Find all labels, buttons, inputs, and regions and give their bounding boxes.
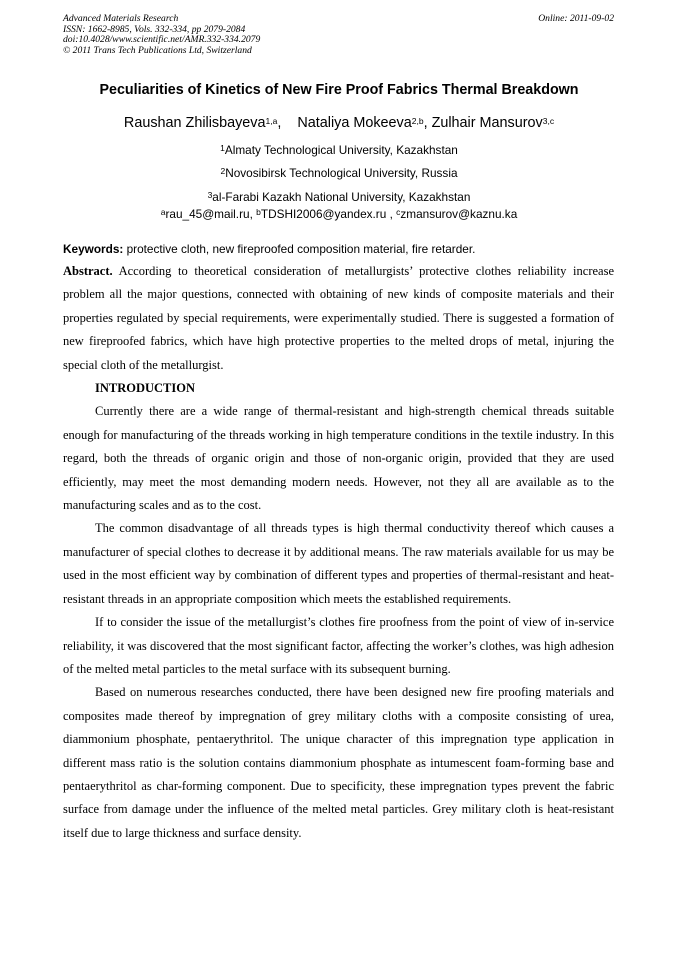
paper-title: Peculiarities of Kinetics of New Fire Proof Fabrics Thermal Breakdown [99, 82, 579, 98]
affiliation-superscript: 3 [207, 190, 213, 200]
author-superscript: 1,a [265, 116, 278, 126]
author-name: Nataliya Mokeeva [297, 115, 412, 131]
author-list [40, 114, 638, 132]
affiliation-text: Novosibirsk Technological University, Russia [225, 166, 458, 180]
abstract-label: Abstract. [63, 264, 113, 278]
section-heading-introduction: INTRODUCTION [95, 381, 196, 396]
email-superscript: c [396, 207, 401, 217]
keywords-text: protective cloth, new fireproofed composition material, fire retarder. [123, 242, 476, 256]
body-paragraph: The common disadvantage of all threads types is high thermal conductivity thereof which causes a manufacturer of special clothes to decrease it by additional means. The raw materials available for us may be used in the most efficient way by combination of different types and properties of thermal-resistant and heat-resistant threads in an appropriate composition which meets the established requirements. [63, 521, 614, 606]
body-paragraph: Currently there are a wide range of thermal-resistant and high-strength chemical threads suitable enough for manufacturing of the threads working in high temperature conditions in the textile industry. In this regard, both the threads of organic origin and those of non-organic origin, provided that they are used efficiently, may meet the most demanding modern needs. However, not they all are available as to the manufacturing scales and as to the cost. [63, 404, 614, 513]
author-name: Zulhair Mansurov [431, 115, 543, 131]
author-separator: , [277, 115, 298, 131]
email-superscript: a [160, 207, 166, 217]
email-address[interactable]: rau_45@mail.ru, [165, 207, 257, 221]
affiliation [40, 190, 638, 204]
affiliation-superscript: 2 [220, 166, 226, 176]
affiliation [40, 143, 638, 157]
author-superscript: 2,b [411, 116, 424, 126]
email-address[interactable]: zmansurov@kaznu.ka [400, 207, 518, 221]
journal-header [63, 14, 260, 56]
author-separator: , [423, 115, 432, 131]
body-paragraph: Based on numerous researches conducted, there have been designed new fire proofing materials and composites made thereof by impregnation of grey military cloths with a composite consisting of urea, diammonium phosphate, pentaerythritol. The unique character of this impregnation type application in different mass ratio is the solution contains diammonium phosphate as intumescent foam-forming base and pentaerythritol as char-forming component. Due to specificity, these impregnation types prevent the fabric surface from damage under the influence of the melted metal particles. Grey military cloth is heat-resistant itself due to large thickness and surface density. [63, 685, 614, 840]
paper-body [63, 260, 614, 845]
author-superscript: 3,c [542, 116, 555, 126]
keywords-line [63, 242, 619, 256]
email-line [40, 207, 638, 221]
affiliation-text: al-Farabi Kazakh National University, Kazakhstan [212, 190, 471, 204]
affiliation-text: Almaty Technological University, Kazakhstan [224, 143, 458, 157]
author-name: Raushan Zhilisbayeva [123, 115, 266, 131]
affiliation-superscript: 1 [220, 143, 225, 153]
abstract-text: According to theoretical consideration of metallurgists’ protective clothes reliability increase problem all the major questions, connected with obtaining of new kinds of composite materials and their properties regulated by special requirements, were experimentally studied. There is suggested a formation of new fireproofed fabrics, which have high protective properties to the melted drops of metal, injuring the special cloth of the metallurgist. [63, 264, 614, 372]
journal-name: Advanced Materials Research [63, 13, 179, 24]
affiliation [40, 166, 638, 180]
body-paragraph: If to consider the issue of the metallurgist’s clothes fire proofness from the point of view of in-service reliability, it was discovered that the most significant factor, affecting the worker’s clothes, was high adhesion of the melted metal particles to the metal surface with its subsequent burning. [63, 615, 614, 676]
issn-line: ISSN: 1662-8985, Vols. 332-334, pp 2079-2084 [63, 23, 246, 35]
doi-line: doi:10.4028/www.scientific.net/AMR.332-334.2079 [63, 34, 261, 46]
copyright-line: © 2011 Trans Tech Publications Ltd, Switzerland [63, 44, 252, 56]
abstract-paragraph [63, 260, 614, 377]
email-address[interactable]: TDSHI2006@yandex.ru , [260, 207, 397, 221]
online-date: Online: 2011-09-02 [538, 13, 614, 24]
keywords-label: Keywords: [63, 242, 124, 256]
email-superscript: b [256, 207, 261, 217]
